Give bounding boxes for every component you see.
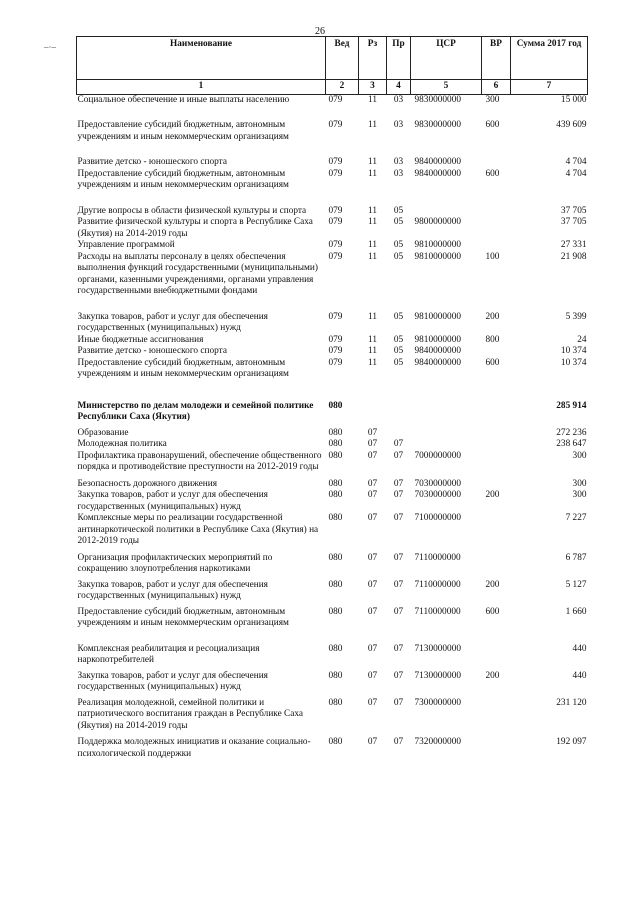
cell-csr: 7100000000 [414, 513, 461, 523]
cell-name: Образование [77, 427, 129, 438]
cell-csr: 7030000000 [414, 490, 461, 500]
cell-rz: 11 [368, 240, 377, 250]
cell-csr [411, 206, 482, 218]
cell-sum: 285 914 [556, 400, 587, 411]
cell-name: Министерство по делам молодежи и семейной политике Республики Саха (Якутия) [77, 400, 314, 422]
cell-rz: 11 [368, 251, 377, 262]
cell-rz: 11 [368, 157, 377, 167]
cell-sum: 440 [572, 670, 587, 681]
cell-ved: 079 [328, 357, 343, 368]
cell-ved: 079 [328, 240, 343, 250]
cell-csr: 7000000000 [414, 450, 461, 461]
table-row [77, 428, 588, 440]
cell-name: Иные бюджетные ассигнования [77, 334, 204, 345]
header-rz: Рз [359, 37, 387, 80]
column-number-row [77, 80, 588, 95]
cell-rz: 11 [368, 357, 377, 368]
cell-vr: 100 [485, 251, 500, 262]
table-row [77, 335, 588, 347]
table-row [77, 312, 588, 335]
scan-mark-left: –·– [44, 42, 56, 52]
cell-pr: 05 [393, 346, 404, 356]
cell-pr: 07 [393, 643, 404, 654]
cell-sum: 21 908 [560, 251, 587, 262]
header-name: Наименование [77, 37, 326, 80]
cell-pr: 05 [393, 240, 404, 250]
cell-ved: 080 [328, 400, 343, 411]
cell-csr: 7320000000 [414, 737, 461, 747]
cell-ved: 080 [328, 697, 343, 708]
cell-ved: 080 [328, 490, 343, 500]
cell-name: Управление программой [77, 240, 175, 250]
cell-rz: 07 [367, 643, 378, 654]
cell-sum: 37 705 [560, 217, 587, 227]
cell-sum: 300 [572, 478, 587, 489]
cell-ved: 079 [328, 168, 343, 179]
table-row [77, 553, 588, 580]
table-row [77, 401, 588, 428]
cell-rz: 11 [368, 217, 377, 227]
cell-sum: 6 787 [565, 552, 587, 563]
cell-name: Комплексные меры по реализации государственной антинаркотической политики в Республике Саха (Якутия) на 2012-2019 годы [77, 513, 319, 546]
cell-vr [482, 513, 511, 553]
table-row [77, 607, 588, 644]
table-row [77, 439, 588, 451]
cell-vr [482, 698, 511, 738]
table-row [77, 94, 588, 120]
cell-vr [482, 428, 511, 440]
cell-csr: 7130000000 [414, 670, 461, 681]
column-number: 7 [511, 80, 588, 95]
cell-pr: 03 [393, 157, 404, 167]
cell-name: Развитие физической культуры и спорта в Республике Саха (Якутия) на 2014-2019 годы [77, 217, 313, 239]
column-number: 4 [387, 80, 411, 95]
cell-ved: 079 [328, 205, 343, 216]
cell-vr [482, 553, 511, 580]
cell-vr: 300 [485, 94, 500, 105]
table-row [77, 252, 588, 312]
budget-table [76, 36, 588, 760]
header-row [77, 37, 588, 80]
cell-csr [411, 428, 482, 440]
cell-ved: 080 [328, 670, 343, 681]
cell-sum: 7 227 [565, 513, 587, 523]
cell-vr: 200 [485, 579, 500, 590]
cell-csr: 9840000000 [414, 346, 461, 356]
table-body [77, 94, 588, 760]
header-ved: Вед [326, 37, 359, 80]
cell-csr: 7300000000 [414, 697, 461, 708]
cell-pr: 03 [393, 120, 404, 130]
cell-pr: 05 [393, 357, 404, 368]
cell-name: Социальное обеспечение и иные выплаты населению [77, 94, 290, 105]
cell-csr: 9830000000 [414, 120, 461, 130]
cell-ved: 079 [328, 157, 343, 167]
cell-name: Предоставление субсидий бюджетным, автономным учреждениям и иным некоммерческим организациям [77, 606, 289, 628]
cell-name: Предоставление субсидий бюджетным, автономным учреждениям и иным некоммерческим организациям [77, 168, 289, 190]
cell-vr [482, 439, 511, 451]
column-number: 1 [77, 80, 326, 95]
cell-rz: 11 [368, 346, 377, 356]
cell-csr: 9810000000 [414, 251, 461, 262]
cell-ved: 080 [328, 552, 343, 563]
cell-vr [482, 240, 511, 252]
cell-rz: 07 [367, 737, 378, 747]
cell-sum: 10 374 [560, 357, 587, 368]
cell-pr: 07 [393, 737, 404, 747]
cell-vr: 600 [485, 357, 500, 368]
cell-rz: 07 [367, 450, 378, 461]
cell-vr: 200 [485, 670, 500, 681]
cell-vr [482, 206, 511, 218]
cell-ved: 080 [328, 439, 343, 449]
cell-sum: 15 000 [560, 94, 587, 105]
cell-csr: 9800000000 [414, 217, 461, 227]
column-number: 5 [411, 80, 482, 95]
cell-vr: 800 [485, 334, 500, 345]
cell-name: Поддержка молодежных инициатив и оказание социально-психологической поддержки [77, 737, 311, 759]
cell-ved: 080 [328, 737, 343, 747]
cell-pr [387, 401, 411, 428]
cell-vr [482, 401, 511, 428]
cell-rz: 07 [367, 606, 378, 617]
table-row [77, 479, 588, 491]
cell-ved: 080 [328, 643, 343, 654]
table-row [77, 346, 588, 358]
cell-vr [482, 737, 511, 760]
table-row [77, 120, 588, 157]
cell-vr: 200 [485, 490, 500, 500]
cell-rz: 07 [367, 439, 378, 449]
cell-rz: 07 [367, 697, 378, 708]
table-row [77, 217, 588, 240]
cell-pr: 03 [393, 94, 404, 105]
cell-csr: 9840000000 [414, 168, 461, 179]
cell-csr: 9810000000 [414, 311, 461, 322]
cell-sum: 5 127 [565, 579, 587, 590]
cell-name: Расходы на выплаты персоналу в целях обеспечения выполнения функций государственными (муниципальными) органами, казенными учреждениями, органами управления государственными внебюджетными фондами [77, 251, 318, 296]
cell-rz: 11 [368, 334, 377, 345]
cell-sum: 37 705 [560, 205, 587, 216]
cell-pr: 07 [393, 552, 404, 563]
cell-ved: 080 [328, 450, 343, 461]
table-row [77, 451, 588, 479]
cell-sum: 231 120 [556, 697, 587, 708]
cell-pr: 05 [393, 334, 404, 345]
cell-pr: 05 [393, 217, 404, 227]
table-row [77, 671, 588, 698]
cell-name: Организация профилактических мероприятий по сокращению злоупотребления наркотиками [77, 552, 273, 574]
cell-ved: 080 [328, 579, 343, 590]
cell-csr: 7110000000 [414, 552, 461, 563]
cell-name: Реализация молодежной, семейной политики и патриотического воспитания граждан в Республике Саха (Якутия) на 2014-2019 годы [77, 697, 304, 731]
cell-sum: 440 [572, 643, 587, 654]
cell-ved: 079 [328, 94, 343, 105]
cell-rz: 07 [367, 552, 378, 563]
cell-vr: 600 [485, 606, 500, 617]
table-row [77, 206, 588, 218]
cell-pr: 05 [393, 311, 404, 322]
cell-ved: 080 [328, 606, 343, 617]
cell-vr [482, 346, 511, 358]
cell-name: Молодежная политика [77, 439, 167, 449]
table-header [77, 37, 588, 95]
table-row [77, 169, 588, 206]
table-row [77, 644, 588, 671]
cell-csr: 9840000000 [414, 357, 461, 368]
cell-name: Комплексная реабилитация и ресоциализация наркопотребителей [77, 643, 260, 665]
cell-ved: 079 [328, 346, 343, 356]
cell-vr: 600 [485, 120, 500, 130]
cell-csr: 7110000000 [414, 579, 461, 590]
cell-rz: 11 [368, 94, 377, 105]
cell-name: Закупка товаров, работ и услуг для обеспечения государственных (муниципальных) нужд [77, 579, 268, 601]
cell-rz: 07 [367, 579, 378, 590]
table-row [77, 513, 588, 553]
cell-ved: 079 [328, 251, 343, 262]
column-number: 6 [482, 80, 511, 95]
cell-sum: 1 660 [565, 606, 587, 617]
cell-pr: 05 [393, 251, 404, 262]
cell-csr [411, 439, 482, 451]
cell-sum: 10 374 [560, 346, 587, 356]
cell-ved: 080 [328, 513, 343, 523]
budget-table-container [76, 36, 587, 760]
header-pr: Пр [387, 37, 411, 80]
page-number: 26 [315, 26, 325, 37]
cell-vr [482, 479, 511, 491]
cell-name: Предоставление субсидий бюджетным, автономным учреждениям и иным некоммерческим организациям [77, 357, 289, 379]
cell-vr [482, 451, 511, 479]
cell-pr: 07 [393, 670, 404, 681]
cell-vr [482, 157, 511, 169]
cell-rz [359, 401, 387, 428]
cell-name: Развитие детско - юношеского спорта [77, 346, 227, 356]
header-csr: ЦСР [411, 37, 482, 80]
header-vr: ВР [482, 37, 511, 80]
cell-csr: 9810000000 [414, 334, 461, 345]
cell-sum: 300 [572, 490, 587, 500]
cell-ved: 079 [328, 311, 343, 322]
cell-rz: 11 [368, 120, 377, 130]
cell-sum: 4 704 [565, 157, 587, 167]
cell-pr: 07 [393, 478, 404, 489]
column-number: 2 [326, 80, 359, 95]
cell-pr: 05 [393, 205, 404, 216]
cell-vr [482, 217, 511, 240]
table-row [77, 580, 588, 607]
cell-ved: 080 [328, 478, 343, 489]
cell-vr: 600 [485, 168, 500, 179]
cell-vr [482, 644, 511, 671]
cell-csr: 9830000000 [414, 94, 461, 105]
cell-ved: 079 [328, 217, 343, 227]
cell-name: Предоставление субсидий бюджетным, автономным учреждениям и иным некоммерческим организациям [77, 120, 289, 142]
column-number: 3 [359, 80, 387, 95]
cell-pr: 07 [393, 579, 404, 590]
cell-sum: 300 [572, 450, 587, 461]
cell-name: Закупка товаров, работ и услуг для обеспечения государственных (муниципальных) нужд [77, 311, 268, 333]
cell-sum: 439 609 [556, 120, 587, 130]
cell-sum: 5 399 [565, 311, 587, 322]
cell-csr: 7030000000 [414, 478, 461, 489]
cell-rz: 07 [367, 427, 378, 438]
cell-csr: 9840000000 [414, 157, 461, 167]
cell-sum: 272 236 [556, 427, 587, 438]
table-row [77, 240, 588, 252]
cell-ved: 079 [328, 334, 343, 345]
cell-rz: 11 [368, 311, 377, 322]
cell-rz: 07 [367, 513, 378, 523]
cell-name: Профилактика правонарушений, обеспечение общественного порядка и противодействие преступности на 2012-2019 годы [77, 450, 322, 472]
table-row [77, 358, 588, 401]
cell-pr: 07 [393, 697, 404, 708]
cell-name: Развитие детско - юношеского спорта [77, 157, 227, 167]
cell-vr: 200 [485, 311, 500, 322]
cell-pr: 07 [393, 450, 404, 461]
cell-csr [411, 401, 482, 428]
cell-sum: 27 331 [560, 240, 587, 250]
cell-sum: 238 647 [556, 439, 587, 449]
cell-ved: 080 [328, 427, 343, 438]
table-row [77, 737, 588, 760]
cell-csr: 7110000000 [414, 606, 461, 617]
cell-rz: 07 [367, 478, 378, 489]
cell-pr: 03 [393, 168, 404, 179]
table-row [77, 157, 588, 169]
cell-name: Закупка товаров, работ и услуг для обеспечения государственных (муниципальных) нужд [77, 670, 268, 692]
cell-name: Другие вопросы в области физической культуры и спорта [77, 205, 307, 216]
cell-sum: 192 097 [556, 737, 587, 747]
cell-ved: 079 [328, 120, 343, 130]
cell-rz: 07 [367, 670, 378, 681]
cell-csr: 9810000000 [414, 240, 461, 250]
cell-csr: 7130000000 [414, 643, 461, 654]
cell-pr: 07 [393, 490, 404, 500]
table-row [77, 490, 588, 513]
cell-name: Безопасность дорожного движения [77, 478, 217, 489]
cell-name: Закупка товаров, работ и услуг для обеспечения государственных (муниципальных) нужд [77, 490, 268, 512]
cell-pr [387, 428, 411, 440]
cell-rz: 07 [367, 490, 378, 500]
cell-rz: 11 [368, 205, 377, 216]
table-row [77, 698, 588, 738]
cell-sum: 4 704 [565, 168, 587, 179]
cell-pr: 07 [393, 606, 404, 617]
header-sum: Сумма 2017 год [511, 37, 588, 80]
cell-pr: 07 [393, 439, 404, 449]
cell-sum: 24 [577, 334, 587, 345]
cell-pr: 07 [393, 513, 404, 523]
cell-rz: 11 [368, 168, 377, 179]
